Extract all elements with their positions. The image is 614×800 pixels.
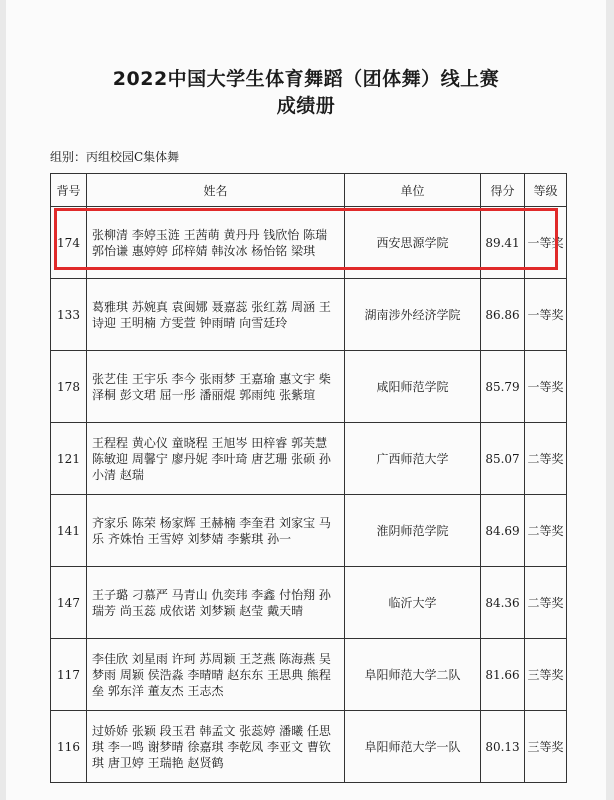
table-row [51,207,567,279]
header-grade: 等级 [525,174,567,207]
group-label: 组别：丙组校园C集体舞 [50,150,180,164]
row-score: 84.69 [481,495,525,567]
row-number: 174 [51,207,87,279]
row-names: 张柳清 李婷玉涟 王茜萌 黄丹丹 钱欣怡 陈瑞 郭怡谦 惠婷婷 邱梓婧 韩汝冰 杨怡铭 梁琪 [87,207,345,279]
results-table [50,173,567,783]
row-score: 85.07 [481,423,525,495]
table-row [51,711,567,783]
row-names: 葛雅琪 苏婉真 袁闽娜 聂嘉蕊 张红荔 周涵 王诗迎 王明楠 方雯萱 钟雨晴 向雪廷玲 [87,279,345,351]
table-row [51,279,567,351]
row-number: 147 [51,567,87,639]
row-score: 81.66 [481,639,525,711]
table-row [51,351,567,423]
row-unit: 西安思源学院 [345,207,481,279]
row-grade: 二等奖 [525,495,567,567]
table-row [51,567,567,639]
row-score: 89.41 [481,207,525,279]
row-unit: 阜阳师范大学一队 [345,711,481,783]
row-grade: 二等奖 [525,567,567,639]
row-names: 李佳欣 刘星雨 许珂 苏周颖 王芝燕 陈海燕 吴梦雨 周颖 侯浩淼 李晴晴 赵东东 王思典 熊程垒 郭东洋 董友杰 王志杰 [87,639,345,711]
row-unit: 湖南涉外经济学院 [345,279,481,351]
document-title: 2022中国大学生体育舞蹈（团体舞）线上赛 [112,68,500,90]
row-grade: 三等奖 [525,711,567,783]
row-unit: 临沂大学 [345,567,481,639]
row-grade: 一等奖 [525,351,567,423]
row-number: 117 [51,639,87,711]
row-score: 84.36 [481,567,525,639]
row-number: 178 [51,351,87,423]
table-row [51,423,567,495]
row-unit: 淮阴师范学院 [345,495,481,567]
header-names: 姓名 [87,174,345,207]
document-subtitle: 成绩册 [276,95,336,117]
row-unit: 广西师范大学 [345,423,481,495]
row-grade: 一等奖 [525,279,567,351]
row-number: 121 [51,423,87,495]
row-number: 133 [51,279,87,351]
row-unit: 阜阳师范大学二队 [345,639,481,711]
row-number: 141 [51,495,87,567]
row-number: 116 [51,711,87,783]
document-page [6,0,606,800]
row-score: 80.13 [481,711,525,783]
row-score: 85.79 [481,351,525,423]
header-number: 背号 [51,174,87,207]
row-score: 86.86 [481,279,525,351]
row-grade: 三等奖 [525,639,567,711]
table-row [51,639,567,711]
header-score: 得分 [481,174,525,207]
row-names: 过娇娇 张颖 段玉君 韩孟文 张蕊婷 潘曦 任思琪 李一鸣 谢梦晴 徐嘉琪 李乾凤 李亚文 曹钦琪 唐卫婷 王瑞艳 赵贤鹤 [87,711,345,783]
row-grade: 二等奖 [525,423,567,495]
row-names: 王程程 黄心仪 童晓程 王旭岑 田梓睿 郭芙慧 陈敏迎 周馨宁 廖丹妮 李叶琦 唐艺珊 张硕 孙小清 赵瑞 [87,423,345,495]
row-names: 张艺佳 王宇乐 李今 张雨梦 王嘉瑜 惠文宇 柴泽桐 彭文珺 屈一彤 潘丽焜 郭雨纯 张紫瑄 [87,351,345,423]
row-grade: 一等奖 [525,207,567,279]
table-header-row [51,174,567,207]
table-row [51,495,567,567]
row-names: 王子璐 刁慕严 马青山 仇奕玮 李鑫 付怡翔 孙瑞芳 尚玉蕊 成依诺 刘梦颖 赵莹 戴天晴 [87,567,345,639]
header-unit: 单位 [345,174,481,207]
row-unit: 咸阳师范学院 [345,351,481,423]
row-names: 齐家乐 陈荣 杨家辉 王赫楠 李奎君 刘家宝 马乐 齐姝怡 王雪婷 刘梦婧 李紫琪 孙一 [87,495,345,567]
